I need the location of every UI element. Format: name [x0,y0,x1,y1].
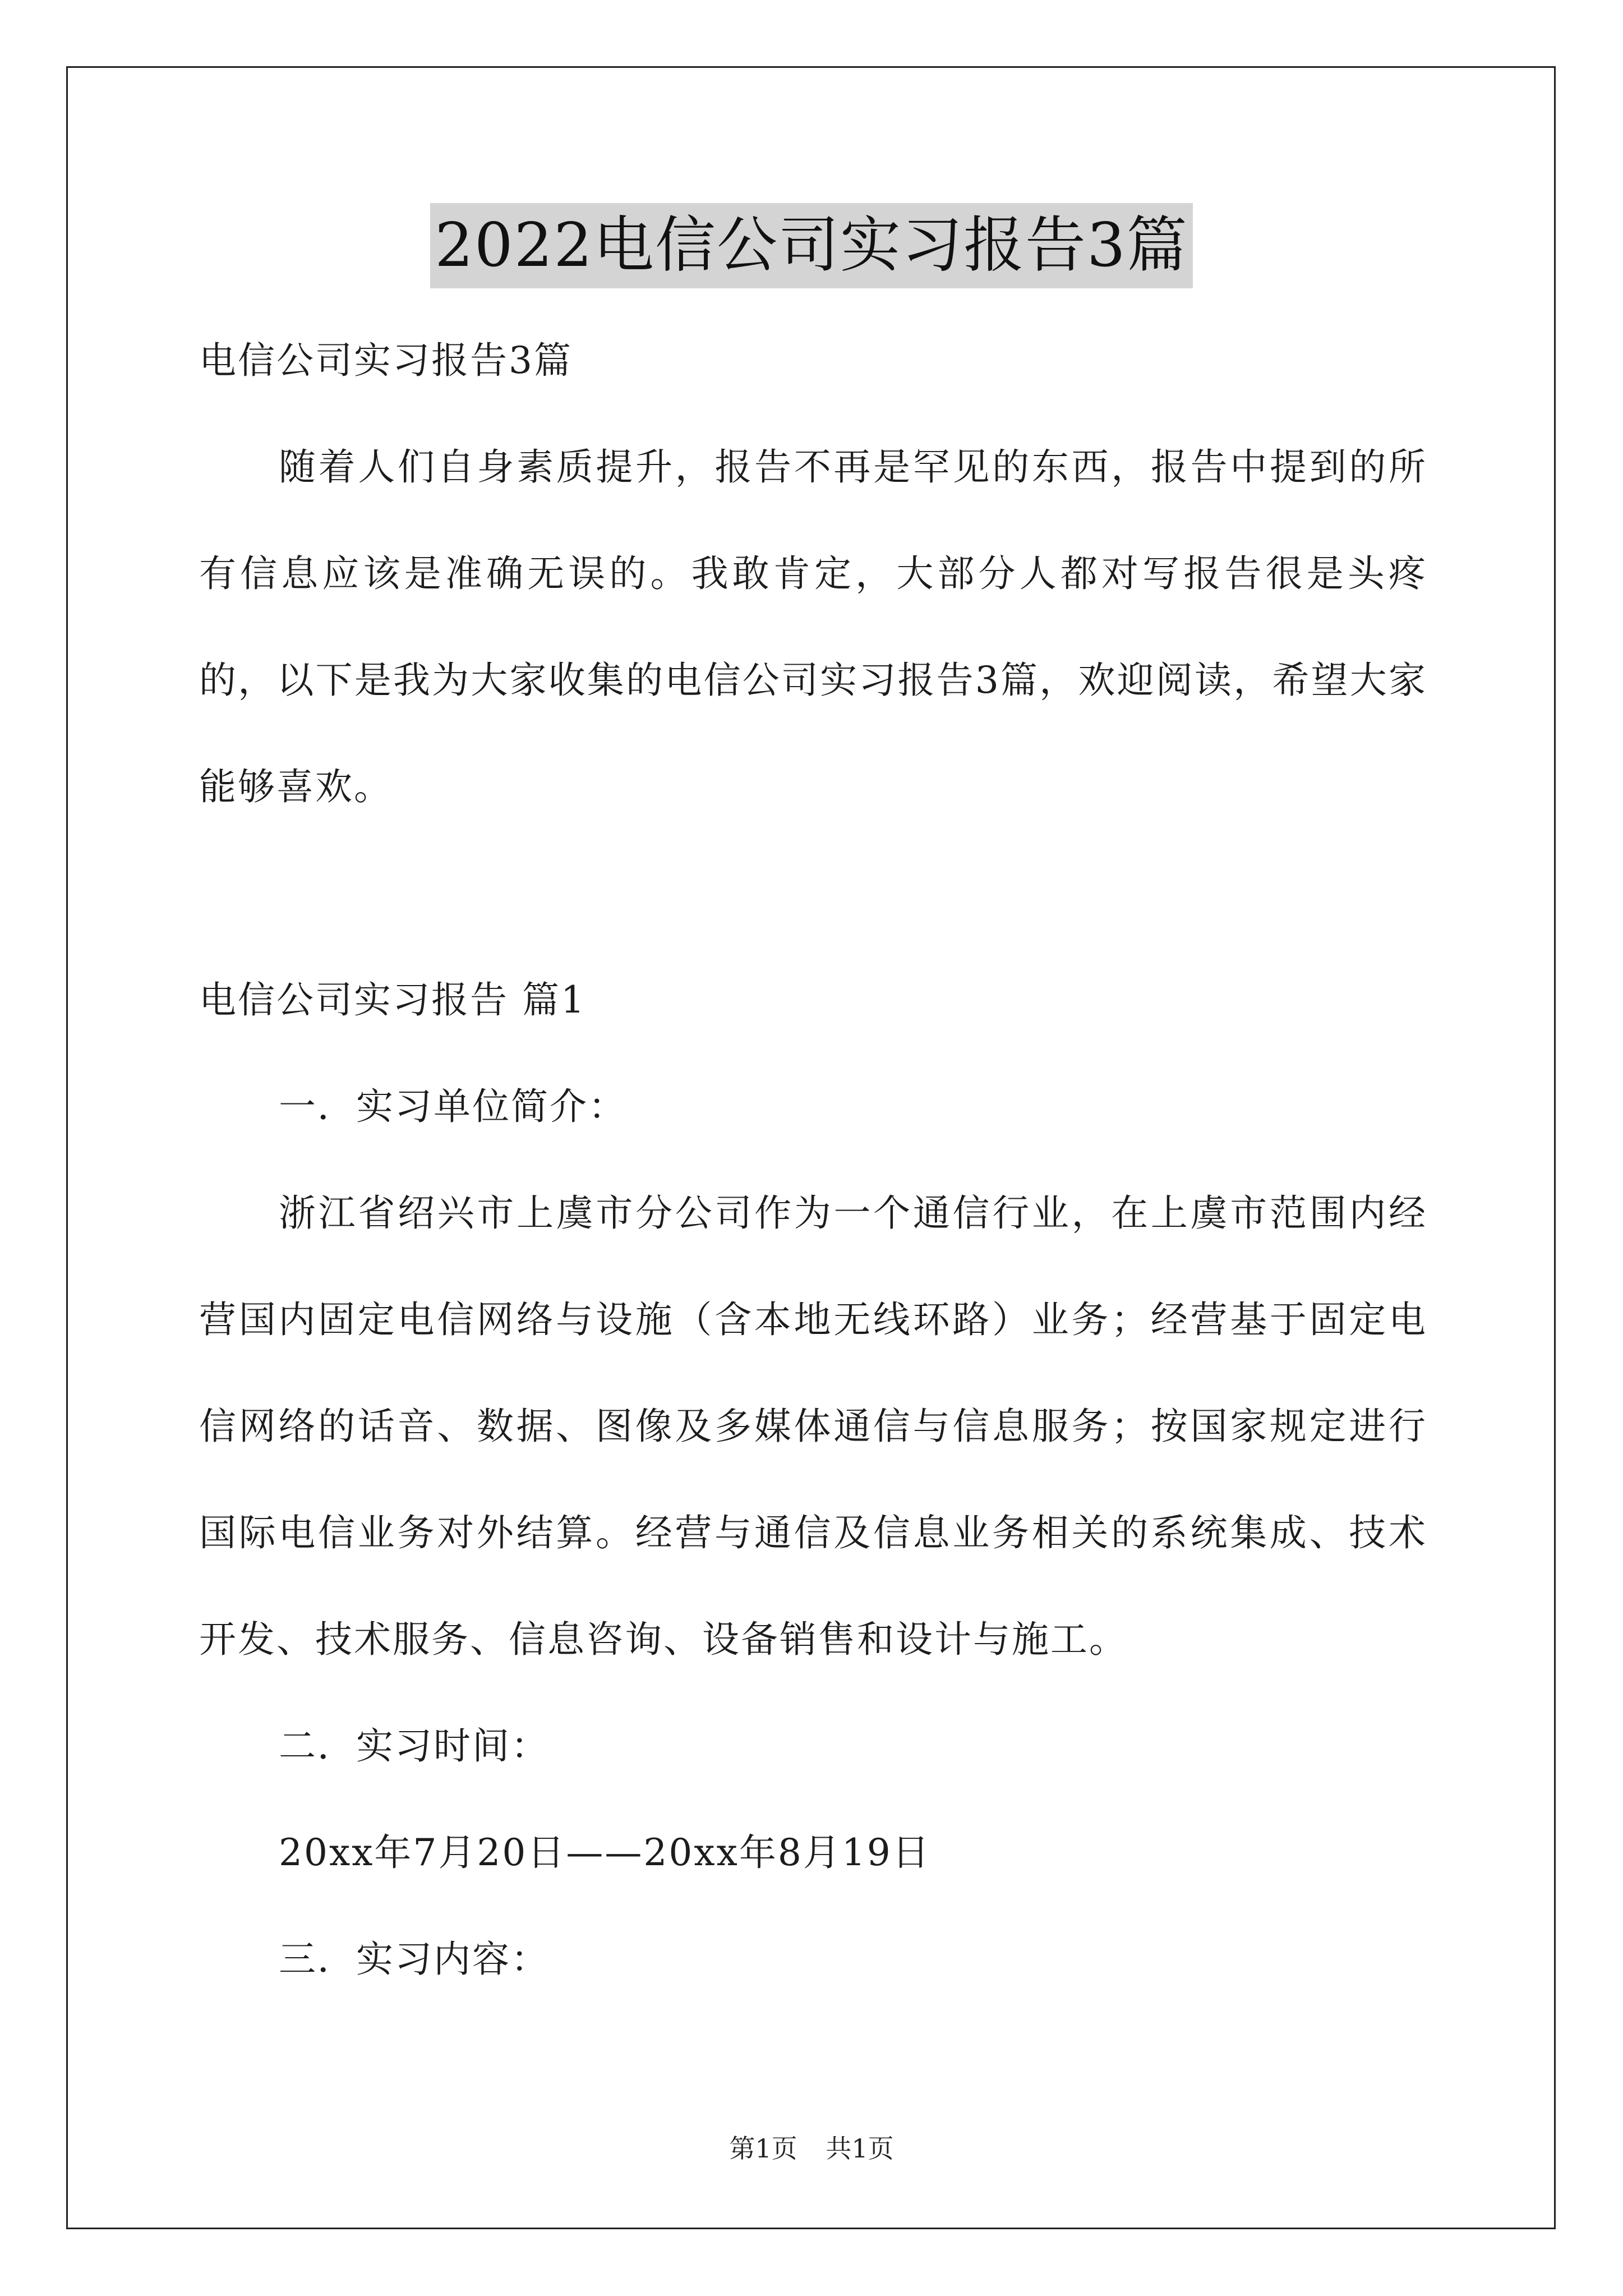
page-number-total: 共1页 [826,2133,894,2164]
spacer [199,840,1427,947]
title-wrap [0,203,1623,288]
item-heading-2: 二．实习时间： [279,1724,550,1768]
document-subtitle: 电信公司实习报告3篇 [199,339,573,382]
item-paragraph-1: 浙江省绍兴市上虞市分公司作为一个通信行业，在上虞市范围内经营国内固定电信网络与设施（含本地无线环路）业务；经营基于固定电信网络的话音、数据、图像及多媒体通信与信息服务；按国家规定进行国际电信业务对外结算。经营与通信及信息业务相关的系统集成、技术开发、技术服务、信息咨询、设备销售和设计与施工。 [199,1191,1427,1661]
page-number-current: 第1页 [729,2133,797,2164]
item-heading-1: 一．实习单位简介： [279,1085,627,1128]
page-footer [0,2132,1623,2165]
document-body [199,307,1427,2013]
item-paragraph-2: 20xx年7月20日——20xx年8月19日 [279,1831,931,1874]
item-heading-3: 三．实习内容： [279,1938,550,1981]
section-heading: 电信公司实习报告 篇1 [199,978,586,1022]
document-title: 2022电信公司实习报告3篇 [430,203,1193,288]
intro-paragraph: 随着人们自身素质提升，报告不再是罕见的东西，报告中提到的所有信息应该是准确无误的。我敢肯定，大部分人都对写报告很是头疼的，以下是我为大家收集的电信公司实习报告3篇，欢迎阅读，希望大家能够喜欢。 [199,445,1427,808]
